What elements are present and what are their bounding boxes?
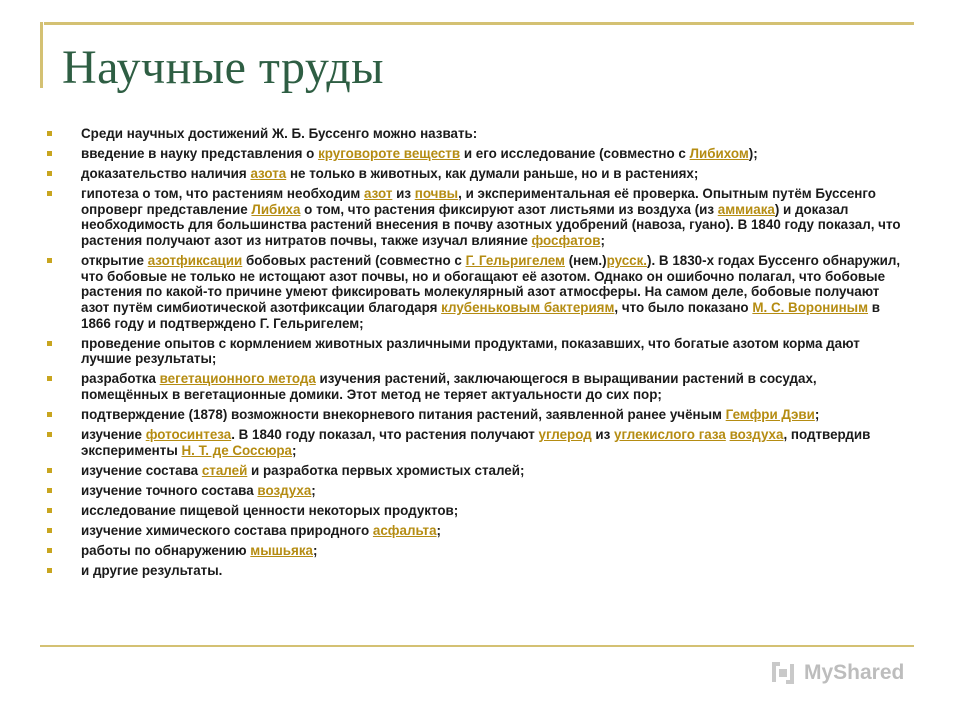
item-text: в 1866 году и подтверждено Г. Гельригелем; [81, 299, 880, 331]
list-item [45, 503, 905, 519]
list-item [45, 166, 905, 182]
inline-link[interactable]: вегетационного метода [159, 371, 316, 387]
item-text: из [392, 186, 415, 202]
item-text: изучения растений, заключающегося в выращивании растений в сосудах, помещённых в вегетационные домики. Этот метод не теряет актуальности до сих пор; [81, 371, 817, 402]
item-text: ; [313, 543, 318, 559]
item-text: из [591, 427, 615, 443]
item-text: , и экспериментальная её проверка. Опытным путём Буссенго опроверг представление [81, 186, 876, 217]
list-item [45, 543, 905, 559]
watermark [768, 658, 904, 688]
item-text: ; [436, 523, 441, 539]
item-text: открытие [81, 253, 148, 269]
item-text: ; [814, 407, 820, 422]
inline-link[interactable]: воздуха [729, 427, 784, 443]
item-text: ; [311, 482, 316, 498]
inline-link[interactable]: сталей [201, 462, 248, 478]
list-item [45, 146, 905, 162]
inline-link[interactable]: Гемфри Дэви [725, 407, 815, 422]
list-item [45, 563, 905, 579]
inline-link[interactable]: Либиха [251, 201, 301, 217]
inline-link[interactable]: мышьяка [250, 543, 313, 559]
inline-link[interactable]: асфальта [372, 523, 437, 539]
list-item [45, 427, 905, 458]
inline-link[interactable]: клубеньковым бактериям [441, 299, 615, 315]
bottom-rule [40, 645, 914, 647]
item-text: и его исследование (совместно с [460, 146, 690, 162]
item-text: изучение точного состава [81, 482, 258, 498]
item-text: работы по обнаружению [81, 543, 251, 559]
item-text: Среди научных достижений Ж. Б. Буссенго можно назвать: [81, 126, 478, 141]
item-text: изучение [81, 427, 146, 443]
inline-link[interactable]: аммиака [717, 201, 775, 217]
list-item [45, 336, 905, 367]
inline-link[interactable]: азота [250, 166, 287, 182]
item-text: ). В 1830-х годах Буссенго обнаружил, что бобовые не только не истощают азот почвы, но и обогащают её азотом. Однако он ошибочно полагал, что бобовые растения по какой-то причине умеют фиксировать молекулярный азот атмосферы. На самом деле, бобовые получают азот путём симбиотической азотфиксации благодаря [81, 253, 901, 315]
item-text: и разработка первых хромистых сталей; [247, 462, 525, 478]
item-text: изучение химического состава природного [81, 523, 373, 539]
item-text: ; [600, 233, 605, 249]
achievements-list [45, 126, 905, 583]
list-item [45, 483, 905, 499]
watermark-text: MyShared [804, 661, 905, 684]
item-text: и другие результаты. [81, 563, 223, 579]
list-item [45, 407, 905, 423]
item-text: бобовых растений (совместно с [242, 253, 466, 269]
item-text: разработка [81, 371, 160, 387]
item-text: изучение состава [81, 462, 202, 478]
inline-link[interactable]: воздуха [257, 482, 312, 498]
page-title: Научные труды [62, 41, 384, 94]
item-text: ); [748, 146, 758, 162]
inline-link[interactable]: фотосинтеза [145, 427, 232, 443]
item-text: подтверждение (1878) возможности внекорневого питания растений, заявленной ранее учёным [81, 407, 726, 422]
top-rule [44, 22, 914, 25]
item-text: ) и доказал необходимость для большинства растений внесения в почву азотных удобрений (навоза, гуано). В 1840 году показал, что растения получают азот из нитратов почвы, также изучал влияние [81, 201, 901, 249]
inline-link[interactable]: круговороте веществ [318, 146, 461, 162]
item-text: введение в науку представления о [81, 146, 319, 162]
item-text: не только в животных, как думали раньше, но и в растениях; [286, 166, 699, 182]
item-text: исследование пищевой ценности некоторых продуктов; [81, 502, 459, 518]
list-item [45, 126, 905, 142]
inline-link[interactable]: Н. Т. де Соссюра [181, 442, 293, 458]
inline-link[interactable]: углекислого газа [614, 427, 726, 443]
inline-link[interactable]: фосфатов [531, 233, 601, 249]
item-text: доказательство наличия [81, 166, 251, 182]
list-item [45, 523, 905, 539]
inline-link[interactable]: почвы [414, 186, 459, 202]
item-text: гипотеза о том, что растениям необходим [81, 186, 365, 202]
item-text: , подтвердив эксперименты [81, 427, 871, 458]
list-item [45, 186, 905, 248]
left-rule [40, 22, 43, 88]
inline-link[interactable]: Г. Гельригелем [465, 253, 565, 269]
item-text: . В 1840 году показал, что растения получают [231, 427, 539, 443]
list-item [45, 253, 905, 331]
myshared-logo-icon [768, 658, 798, 688]
item-text: , что было показано [614, 299, 753, 315]
list-item [45, 371, 905, 402]
inline-link[interactable]: Либихом [689, 146, 749, 162]
item-text: о том, что растения фиксируют азот листьями из воздуха (из [300, 201, 718, 217]
list-item [45, 463, 905, 479]
inline-link[interactable]: азот [364, 186, 393, 202]
item-text: ; [292, 442, 297, 458]
inline-link[interactable]: азотфиксации [147, 253, 243, 269]
item-text: (нем.) [564, 253, 607, 269]
item-text: проведение опытов с кормлением животных различными продуктами, показавших, что богатые азотом корма дают лучшие результаты; [81, 335, 860, 367]
inline-link[interactable]: углерод [538, 427, 592, 443]
inline-link[interactable]: М. С. Ворониным [752, 299, 869, 315]
inline-link[interactable]: русск. [606, 253, 648, 269]
